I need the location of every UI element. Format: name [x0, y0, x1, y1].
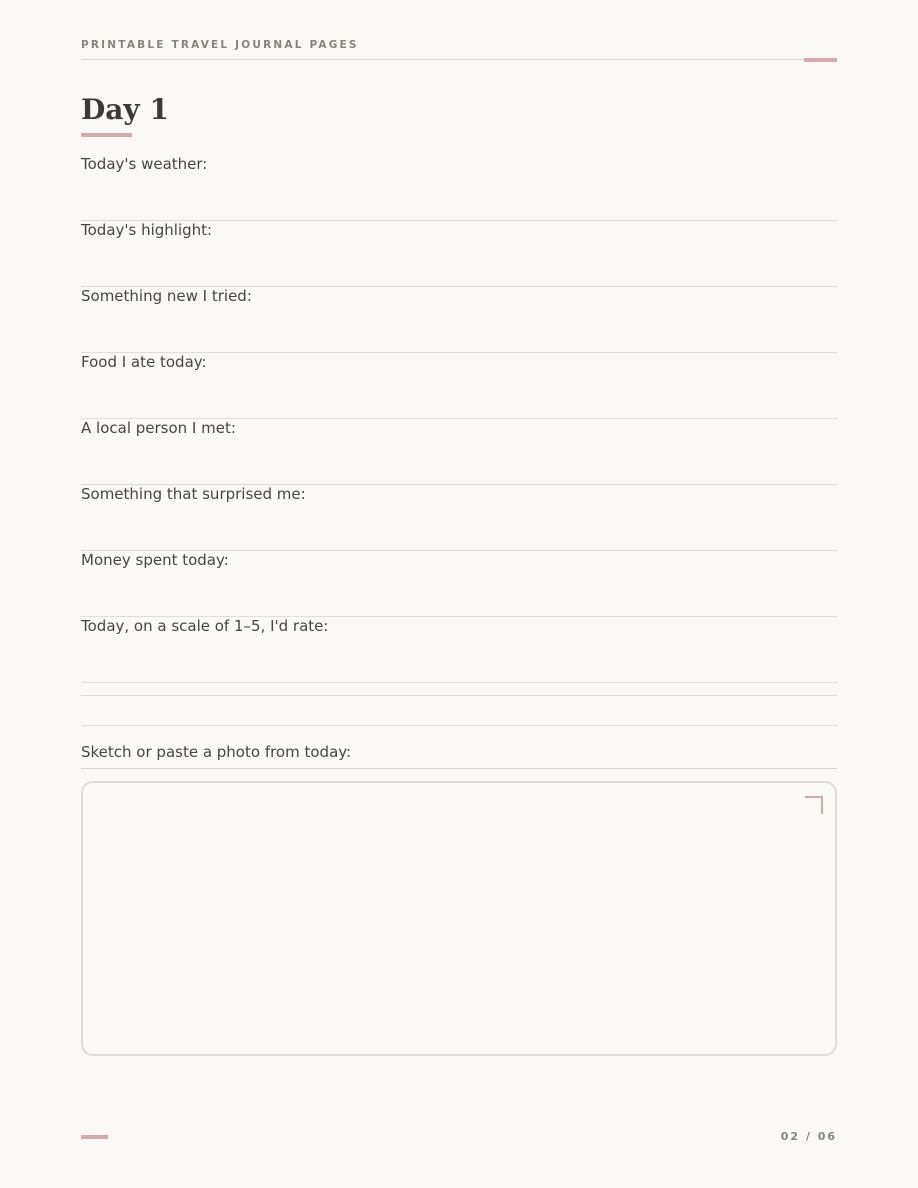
- sketch-divider: [81, 768, 837, 769]
- header-divider: [81, 59, 837, 60]
- journal-header-label: PRINTABLE TRAVEL JOURNAL PAGES: [81, 39, 359, 51]
- prompt-label: Something new I tried:: [81, 287, 252, 305]
- writing-line-extra[interactable]: [81, 695, 837, 696]
- page-number: 02 / 06: [780, 1130, 837, 1143]
- prompt-money[interactable]: [81, 551, 837, 617]
- prompt-highlight[interactable]: [81, 221, 837, 287]
- prompt-something-new[interactable]: [81, 287, 837, 353]
- sketch-photo-box[interactable]: [81, 781, 837, 1056]
- page-title: Day 1: [81, 93, 169, 126]
- title-underline: [81, 133, 132, 137]
- prompt-label: A local person I met:: [81, 419, 236, 437]
- prompt-surprise[interactable]: [81, 485, 837, 551]
- writing-line: [81, 682, 837, 683]
- prompt-food[interactable]: [81, 353, 837, 419]
- sketch-label: Sketch or paste a photo from today:: [81, 743, 352, 761]
- header-accent-bar: [804, 58, 837, 62]
- prompt-weather[interactable]: [81, 155, 837, 221]
- prompt-rating[interactable]: [81, 617, 837, 683]
- writing-line-extra[interactable]: [81, 725, 837, 726]
- prompt-label: Something that surprised me:: [81, 485, 306, 503]
- prompt-label: Today, on a scale of 1–5, I'd rate:: [81, 617, 329, 635]
- footer-accent-bar: [81, 1135, 108, 1139]
- prompt-label: Food I ate today:: [81, 353, 207, 371]
- prompt-label: Today's highlight:: [81, 221, 213, 239]
- prompt-label: Today's weather:: [81, 155, 208, 173]
- corner-bracket-icon: [805, 796, 823, 814]
- prompt-local-person[interactable]: [81, 419, 837, 485]
- prompt-label: Money spent today:: [81, 551, 229, 569]
